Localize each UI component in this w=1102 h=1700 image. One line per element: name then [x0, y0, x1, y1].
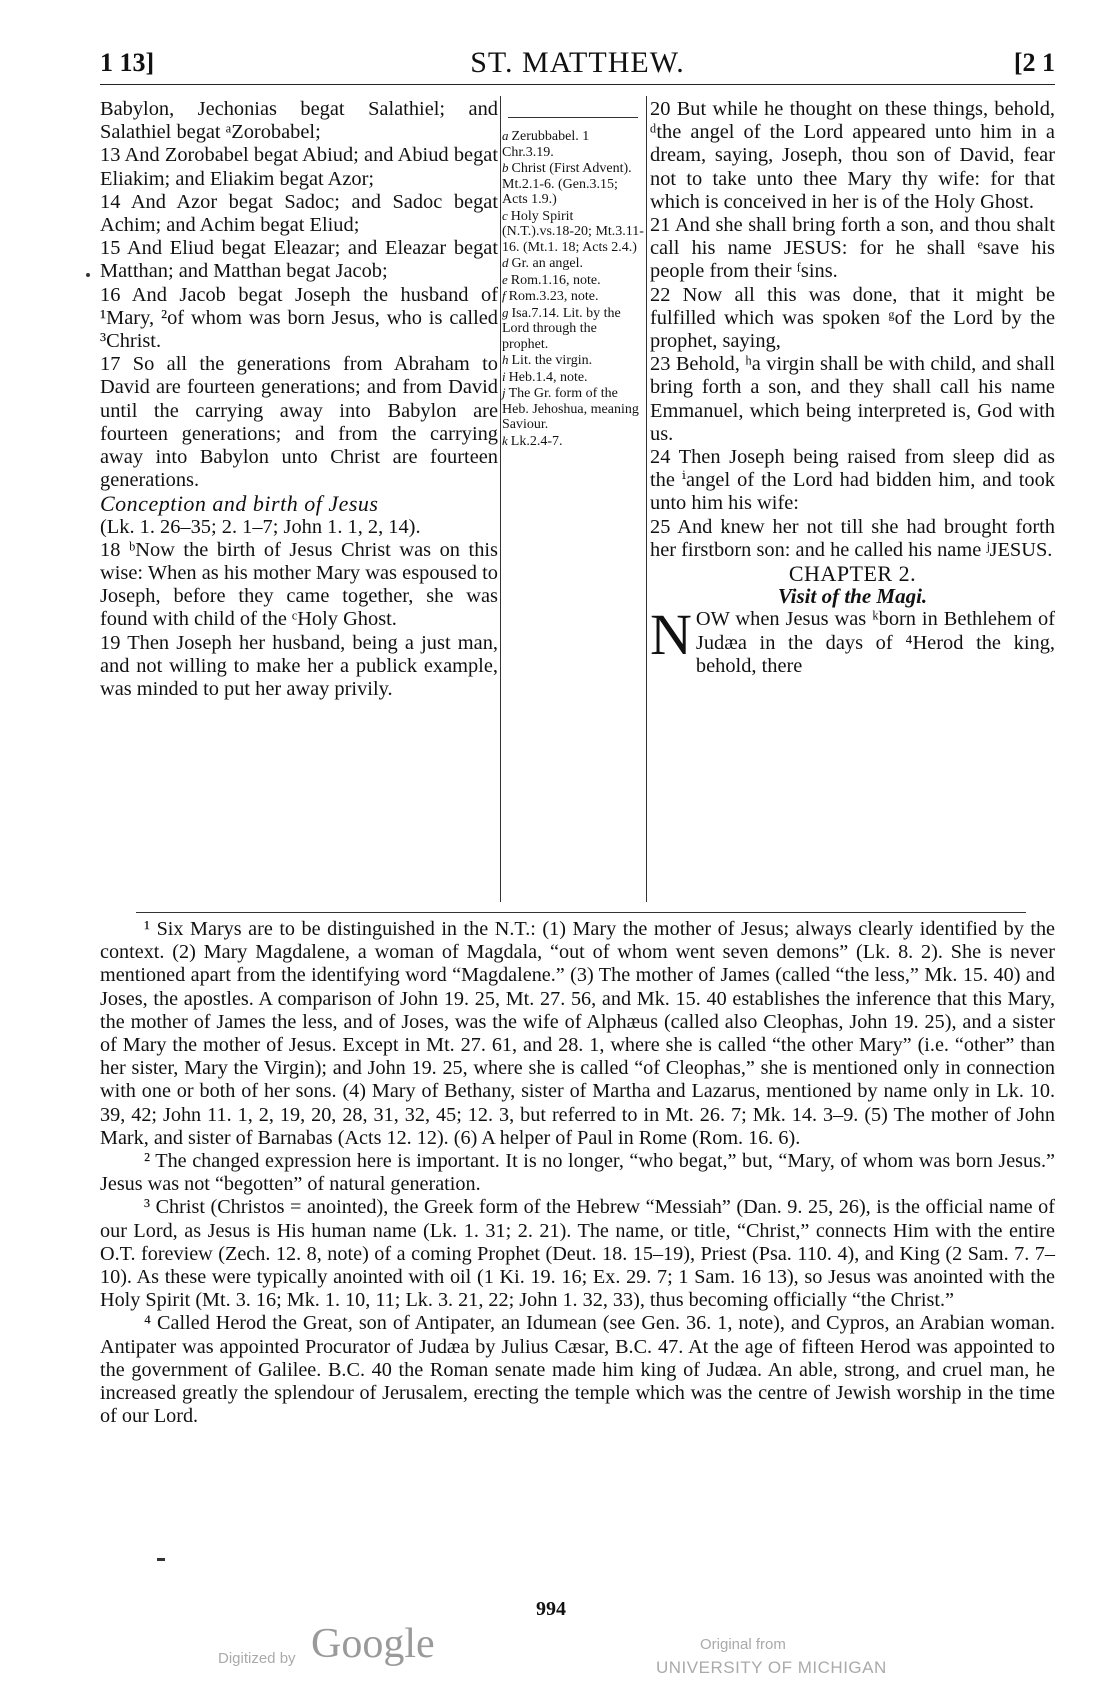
- right-text-column: [650, 98, 1055, 678]
- section-references: (Lk. 1. 26–35; 2. 1–7; John 1. 1, 2, 14).: [100, 515, 421, 538]
- verse-21: 21 And she shall bring forth a son, and thou shalt call his name JESUS: for he shall ᵉsave his people from their ᶠsins.: [650, 214, 1055, 283]
- verse-13: 13 And Zorobabel begat Abiud; and Abiud begat Eliakim; and Eliakim begat Azor;: [100, 144, 498, 190]
- verse-18: 18 ᵇNow the birth of Jesus Christ was on this wise: When as his mother Mary was espoused to Joseph, before they came together, she was found with child of the ᶜHoly Ghost.: [100, 538, 498, 631]
- margin-ref-e: e Rom.1.16, note.: [502, 271, 601, 288]
- margin-ref-k: k Lk.2.4-7.: [502, 432, 563, 449]
- drop-cap: N: [650, 602, 692, 668]
- header-chapter-ref-right: [2 1: [1013, 48, 1055, 77]
- margin-ref-g: g Isa.7.14. Lit. by the Lord through the prophet.: [502, 304, 621, 352]
- footnote-3: ³ Christ (Christos = anointed), the Greek form of the Hebrew “Messiah” (Dan. 9. 25, 26), is the official name of our Lord, as Jesus is His human name (Lk. 1. 31; 2. 21). The name, or title, “Christ,” connects Him with the entire O.T. foreview (Zech. 12. 8, note) of a coming Prophet (Deut. 18. 15–19), Priest (Psa. 110. 4), and King (2 Sam. 7. 7–10). As these were typically anointed with oil (1 Ki. 19. 16; Ex. 29. 7; 1 Sam. 16 13), so Jesus was anointed with the Holy Spirit (Mt. 3. 16; Mk. 1. 10, 11; Lk. 3. 21, 22; John 1. 32, 33), thus becoming officially “the Christ.”: [100, 1196, 1055, 1312]
- verse-19: 19 Then Joseph her husband, being a just man, and not willing to make her a publick example, was minded to put her away privily.: [100, 631, 498, 701]
- header-chapter-ref-left: 1 13]: [100, 48, 155, 77]
- chapter-subtitle: Visit of the Magi.: [777, 584, 928, 609]
- digitized-by-label: Digitized by: [218, 1650, 296, 1667]
- column-divider-left: [500, 96, 501, 902]
- margin-ref-c: c Holy Spirit (N.T.).vs.18-20; Mt.3.11-16. (Mt.1. 18; Acts 2.4.): [502, 207, 644, 255]
- verse-16: 16 And Jacob begat Joseph the husband of ¹Mary, ²of whom was born Jesus, who is called ³Christ.: [100, 283, 498, 353]
- margin-ref-b: b Christ (First Advent). Mt.2.1-6. (Gen.3.15; Acts 1.9.): [502, 160, 632, 207]
- section-heading: Conception and birth of Jesus: [100, 491, 379, 517]
- footnote-4: ⁴ Called Herod the Great, son of Antipater, an Idumean (see Gen. 36. 1, note), and Cypros, an Arabian woman. Antipater was appointed Procurator of Judæa by Julius Cæsar, B.C. 47. At the age of fifteen Herod was appointed to the government of Galilee. B.C. 40 the Roman senate made him king of Judæa. An able, strong, and cruel man, he increased greatly the splendour of Jerusalem, erecting the temple which was the centre of Jewish worship in the time of our Lord.: [100, 1312, 1055, 1428]
- verse-20: 20 But while he thought on these things, behold, ᵈthe angel of the Lord appeared unto him in a dream, saying, Joseph, thou son of David, fear not to take unto thee Mary thy wife: for that which is conceived in her is of the Holy Ghost.: [650, 98, 1055, 213]
- page-number: 994: [536, 1598, 566, 1620]
- running-header: [100, 40, 1055, 85]
- google-logo: Google: [311, 1621, 435, 1667]
- ink-mark: [157, 1558, 165, 1561]
- verse-12-continuation: Babylon, Jechonias begat Salathiel; and Salathiel begat ᵃZorobabel;: [100, 98, 498, 144]
- university-label: UNIVERSITY OF MICHIGAN: [656, 1658, 887, 1677]
- margin-ref-j: j The Gr. form of the Heb. Jehoshua, meaning Saviour.: [502, 385, 639, 432]
- verse-15: 15 And Eliud begat Eleazar; and Eleazar begat Matthan; and Matthan begat Jacob;: [100, 237, 498, 283]
- original-from-label: Original from: [700, 1636, 786, 1653]
- margin-references-column: [502, 98, 644, 449]
- margin-ref-a: a Zerubbabel. 1 Chr.3.19.: [502, 128, 590, 160]
- margin-ref-i: i Heb.1.4, note.: [502, 368, 588, 385]
- left-text-column: [100, 98, 498, 701]
- footnote-divider: [136, 912, 1026, 913]
- verse-22: 22 Now all this was done, that it might be fulfilled which was spoken ᵍof the Lord by the prophet, saying,: [650, 283, 1055, 353]
- footnote-1: ¹ Six Marys are to be distinguished in the N.T.: (1) Mary the mother of Jesus; always clearly identified by the context. (2) Mary Magdalene, a woman of Magdala, “out of whom went seven demons” (Lk. 8. 2). She is never mentioned apart from the identifying word “Magdalene.” (3) The mother of James (called “the less,” Mk. 15. 40) and Joses, the apostles. A comparison of John 19. 25, Mt. 27. 56, and Mk. 15. 40 establishes the inference that this Mary, the mother of James the less, and of Joses, was the wife of Alphæus (called also Cleophas, John 19. 25), and a sister of Mary the mother of Jesus. Except in Mt. 27. 61, and 28. 1, where she is called “the other Mary” (i.e. “other” than her sister, Mary the Virgin); and John 19. 25, where she is called “of Cleophas,” she is mentioned only in connection with one or both of her sons. (4) Mary of Bethany, sister of Martha and Lazarus, mentioned by name only in Lk. 10. 39, 42; John 11. 1, 2, 19, 20, 28, 31, 32, 45; 12. 3, but referred to in Mt. 26. 7; Mk. 14. 3–9. (5) The mother of John Mark, and sister of Barnabas (Acts 12. 12). (6) A helper of Paul in Rome (Rom. 16. 6).: [100, 918, 1055, 1149]
- margin-dot: [86, 273, 90, 277]
- verse-14: 14 And Azor begat Sadoc; and Sadoc begat Achim; and Achim begat Eliud;: [100, 190, 498, 237]
- margin-ref-h: h Lit. the virgin.: [502, 352, 593, 368]
- chapter-2-verse-1: [650, 602, 1055, 678]
- verse-23: 23 Behold, ʰa virgin shall be with child, and shall bring forth a son, and they shall call his name Emmanuel, which being interpreted is, God with us.: [650, 353, 1055, 445]
- footnotes: [100, 918, 1055, 1428]
- column-divider-right: [646, 96, 647, 902]
- margin-ref-d: d Gr. an angel.: [502, 255, 584, 271]
- footnote-2: ² The changed expression here is important. It is no longer, “who begat,” but, “Mary, of whom was born Jesus.” Jesus was not “begotten” of natural generation.: [100, 1150, 1055, 1196]
- verse-24: 24 Then Joseph being raised from sleep did as the ⁱangel of the Lord had bidden him, and took unto him his wife:: [650, 446, 1055, 515]
- chapter-2-verse-1-text: OW when Jesus was ᵏborn in Bethlehem of Judæa in the days of ⁴Herod the king, behold, there: [695, 608, 1055, 677]
- margin-ref-f: f Rom.3.23, note.: [502, 288, 599, 304]
- chapter-heading: CHAPTER 2.: [788, 561, 917, 587]
- verse-25: 25 And knew her not till she had brought forth her firstborn son: and he called his name ʲJESUS.: [650, 515, 1055, 561]
- verse-17: 17 So all the generations from Abraham to David are fourteen generations; and from David until the carrying away into Babylon are fourteen generations; and from the carrying away into Babylon unto Christ are fourteen generations.: [100, 353, 498, 492]
- header-book-title: ST. MATTHEW.: [470, 46, 685, 79]
